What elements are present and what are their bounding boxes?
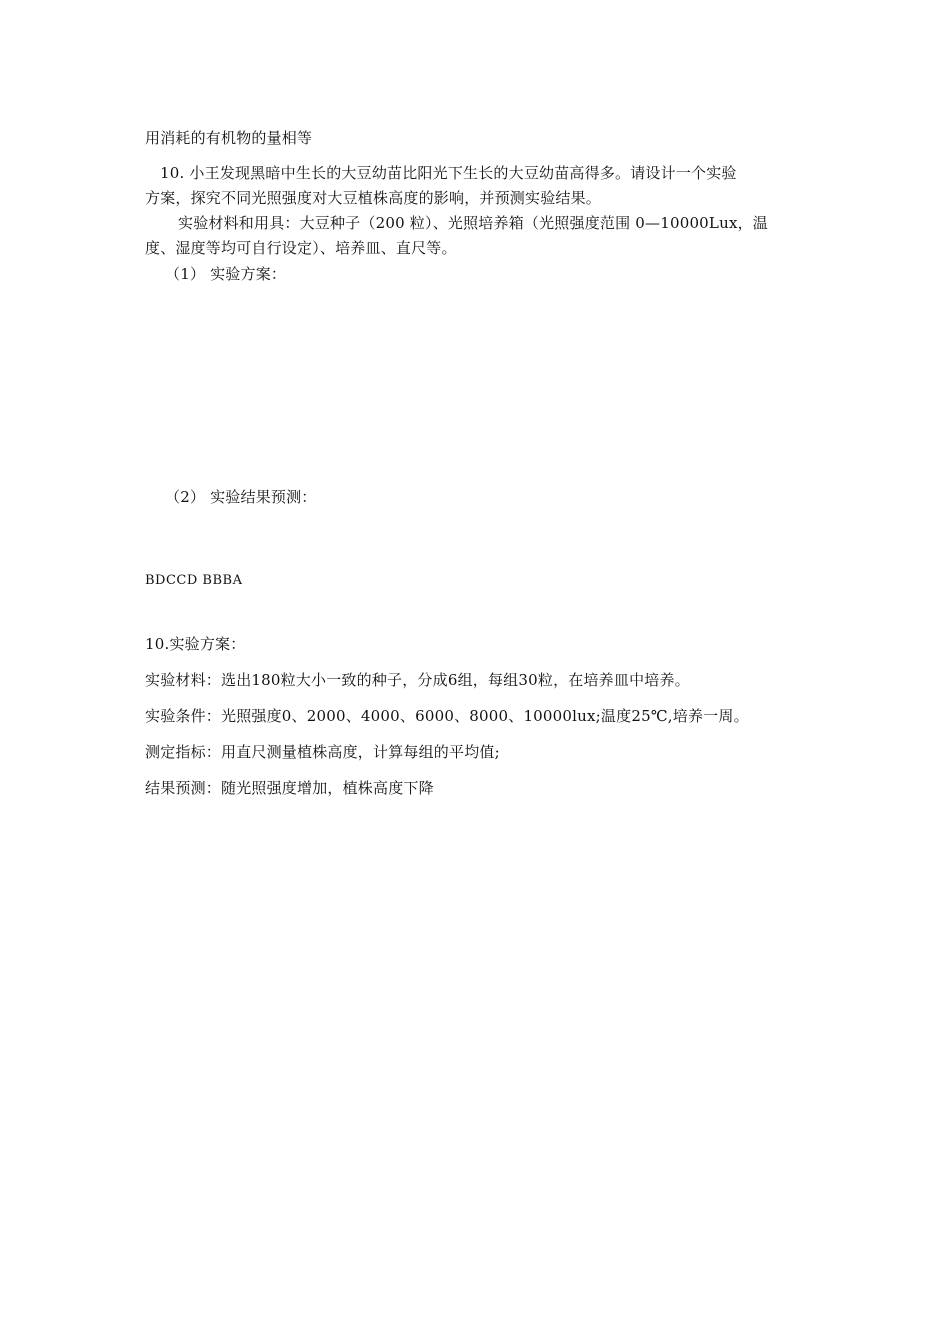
answer-materials: 实验材料：选出180粒大小一致的种子，分成6组，每组30粒，在培养皿中培养。 bbox=[145, 671, 690, 689]
answer-10-title: 10.实验方案： bbox=[145, 635, 246, 653]
answer-conditions: 实验条件：光照强度0、2000、4000、6000、8000、10000lux;温度25℃,培养一周。 bbox=[145, 707, 749, 725]
question-10-line-2: 方案，探究不同光照强度对大豆植株高度的影响，并预测实验结果。 bbox=[145, 189, 602, 207]
previous-answer-fragment: 用消耗的有机物的量相等 bbox=[145, 129, 313, 147]
materials-line-2: 度、湿度等均可自行设定）、培养皿、直尺等。 bbox=[145, 239, 457, 257]
materials-line-1: 实验材料和用具：大豆种子（200 粒）、光照培养箱（光照强度范围 0—10000Lux，温 bbox=[178, 214, 769, 232]
part-2-heading: （2） 实验结果预测： bbox=[165, 488, 317, 506]
part-1-heading: （1） 实验方案： bbox=[165, 265, 287, 283]
answer-indicator: 测定指标：用直尺测量植株高度，计算每组的平均值; bbox=[145, 743, 500, 761]
choice-answer-key: BDCCD BBBA bbox=[145, 573, 243, 588]
answer-prediction: 结果预测：随光照强度增加，植株高度下降 bbox=[145, 779, 434, 797]
question-10-line-1: 10. 小王发现黑暗中生长的大豆幼苗比阳光下生长的大豆幼苗高得多。请设计一个实验 bbox=[160, 164, 737, 182]
